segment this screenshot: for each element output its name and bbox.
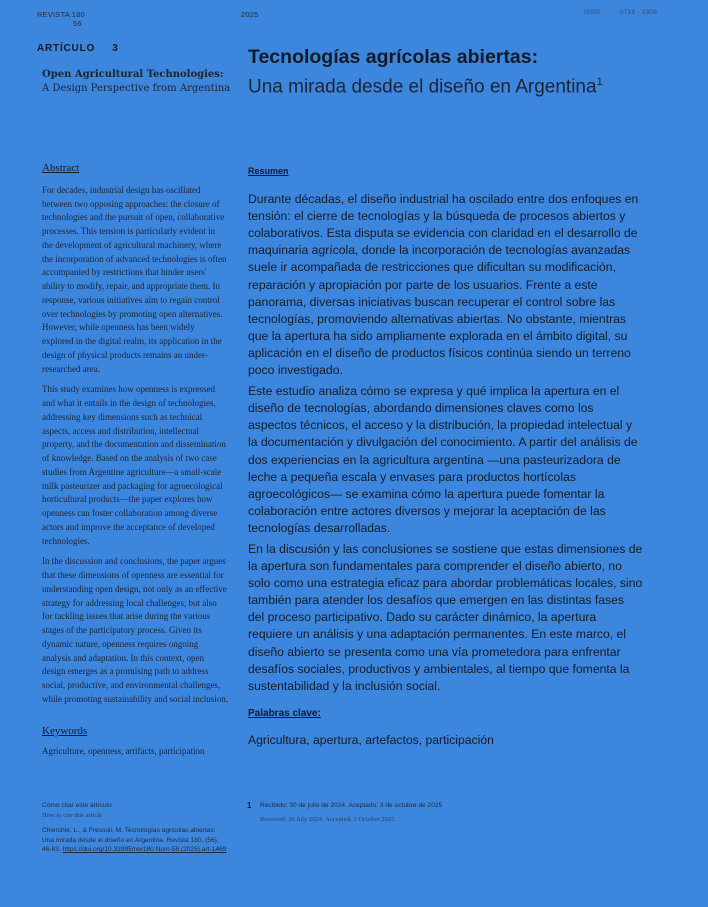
title-footnote-mark[interactable]: 1 bbox=[596, 76, 603, 88]
footnote-number: 1 bbox=[247, 801, 252, 810]
footnote-en: Received: 30 July 2024. Accepted: 3 October 2025 bbox=[260, 815, 395, 823]
citation-label-es: Cómo citar este artículo bbox=[42, 802, 112, 809]
citation-label-en: How to cite this article bbox=[42, 811, 103, 819]
keywords-text: Agriculture, openness, artifacts, participation bbox=[42, 745, 205, 756]
issn-value: 0718 - 2309 bbox=[620, 9, 657, 16]
footnote bbox=[260, 801, 660, 824]
year: 2025 bbox=[241, 10, 259, 19]
english-title-line2: A Design Perspective from Argentina bbox=[42, 83, 231, 94]
citation-doi-link[interactable]: https://doi.org/10.32995/rev180.Num-56.(2025).art-1469 bbox=[62, 846, 227, 853]
article-label-text: ARTÍCULO bbox=[37, 43, 96, 54]
citation-block bbox=[42, 801, 228, 855]
resumen-heading: Resumen bbox=[248, 166, 289, 176]
footnote-es: Recibido: 30 de julio de 2024. Aceptado: 3 de octubre de 2025 bbox=[260, 802, 443, 809]
abstract-en bbox=[42, 162, 228, 714]
page-title-line2: Una mirada desde el diseño en Argentina bbox=[248, 76, 597, 98]
resumen-paragraph: Este estudio analiza cómo se expresa y qué implica la apertura en el diseño de tecnologías, abordando dimensiones claves como los aspectos técnicos, el acceso y la distribución, la propiedad intelectual y la documentación y divulgación del conocimiento. A partir del análisis de dos experiencias en la agricultura argentina —una pasteurizadora de leche a pequeña escala y envases para productos hortícolas agroecológicos— se examina cómo la apertura puede fomentar la colaboración entre actores diversos y mejorar la aceptación de las tecnologías desarrolladas. bbox=[248, 384, 638, 535]
page-title-line1: Tecnologías agrícolas abiertas: bbox=[248, 46, 539, 68]
page-title bbox=[248, 45, 603, 100]
abstract-paragraph: This study examines how openness is expressed and what it entails in the design of technologies, addressing key dimensions such as technical aspects, access and distribution, intellectual property, and the documentation and dissemination of knowledge. Based on the analysis of two case studies from Argentine agriculture—a small-scale milk pasteurizer and packaging for agroecological horticultural products—the paper explores how openness can foster collaboration among diverse actors and improve the acceptance of developed technologies. bbox=[42, 384, 226, 546]
abstract-paragraph: For decades, industrial design has oscillated between two opposing approaches: the closure of technologies and the pursuit of open, collaborative processes. This tension is particularly evident in the development of agricultural machinery, where the incorporation of advanced technologies is often accompanied by restrictions that hinder users' ability to modify, repair, and appropriate them. In response, various initiatives aim to regain control over technologies by promoting open alternatives. However, while openness has been widely explored in the digital realm, its application in the design of physical products remains an under-researched area. bbox=[42, 184, 227, 374]
resumen-es bbox=[248, 163, 643, 753]
palabras-clave-heading: Palabras clave: bbox=[248, 707, 321, 719]
resumen-paragraph: Durante décadas, el diseño industrial ha oscilado entre dos enfoques en tensión: el cierre de tecnologías y la búsqueda de procesos abiertos y colaborativos. Esta disputa se evidencia con claridad en el desarrollo de maquinaria agrícola, donde la incorporación de tecnologías avanzadas suele ir acompañada de restricciones que dificultan su modificación, reparación y apropiación por parte de los usuarios. Frente a este panorama, diversas iniciativas buscan recuperar el control sobre las tecnologías, promoviendo alternativas abiertas. No obstante, mientras que la apertura ha sido ampliamente explorada en el ámbito digital, su aplicación en el diseño de productos físicos continúa siendo un terreno poco investigado. bbox=[248, 192, 639, 378]
journal-name: REVISTA 180 bbox=[37, 10, 85, 19]
issue-number: 56 bbox=[73, 19, 82, 28]
english-title bbox=[42, 68, 230, 96]
issn-label: ISSN bbox=[584, 9, 600, 16]
palabras-clave-text: Agricultura, apertura, artefactos, participación bbox=[248, 732, 494, 747]
english-title-line1: Open Agricultural Technologies: bbox=[42, 69, 224, 80]
keywords-heading: Keywords bbox=[42, 725, 88, 737]
citation-text: Chierchie, L., & Fressoli, M. Tecnologías agrícolas abiertas: Una mirada desde el diseño en Argentina. Revista 180, (56), 46-63. bbox=[42, 827, 219, 853]
article-number: 3 bbox=[112, 43, 119, 54]
keywords-en bbox=[42, 725, 228, 766]
abstract-paragraph: In the discussion and conclusions, the paper argues that these dimensions of openness are essential for understanding open design, not only as an effective strategy for addressing local challenges, but also for tackling issues that arise during the various stages of the participatory process. Given its dynamic nature, openness requires ongoing analysis and adaptation. In this context, open design emerges as a promising path to address social, productive, and environmental challenges, while promoting sustainability and social inclusion. bbox=[42, 556, 228, 704]
abstract-heading: Abstract bbox=[42, 162, 80, 174]
article-label bbox=[37, 43, 119, 54]
resumen-paragraph: En la discusión y las conclusiones se sostiene que estas dimensiones de la apertura son fundamentales para comprender el diseño abierto, no solo como una estrategia eficaz para abordar problemáticas locales, sino también para atender los desafíos que emergen en las distintas fases del proceso participativo. Dado su carácter dinámico, la apertura requiere un análisis y una adaptación permanentes. En este marco, el diseño abierto se presenta como una vía prometedora para enfrentar desafíos sociales, productivos y ambientales, al tiempo que fomenta la sustentabilidad y la inclusión social. bbox=[248, 541, 643, 693]
